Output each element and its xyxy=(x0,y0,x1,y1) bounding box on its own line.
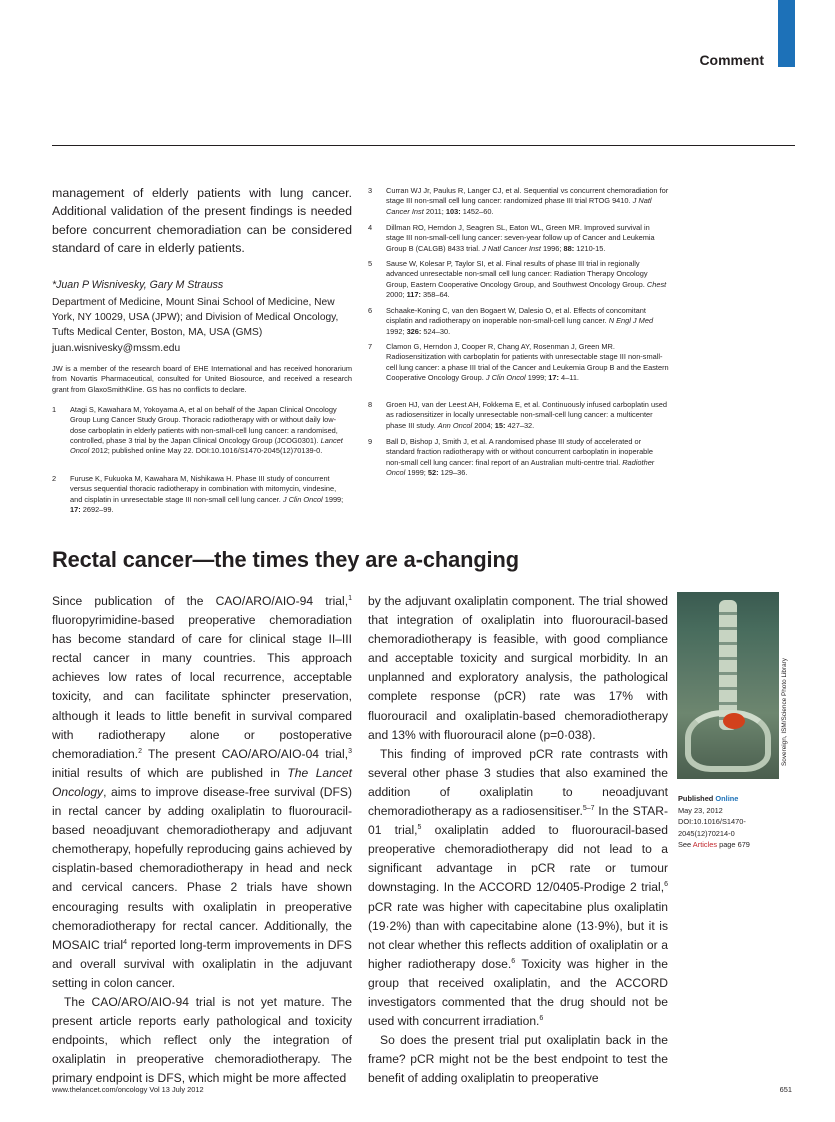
reference-number: 1 xyxy=(52,405,57,414)
conflict-disclosure: JW is a member of the research board of EHE International and has received honorarium from Novartis Pharmaceutical, consulted for United Biosource, and received a research grant from GlaxoSmithKline. GS has no conflicts to declare. xyxy=(52,364,352,394)
article-title: Rectal cancer—the times they are a-changing xyxy=(52,547,519,572)
affiliation-line: Tufts Medical Center, Boston, MA, USA (GMS) xyxy=(52,327,263,339)
author-affiliation xyxy=(52,295,352,356)
affiliation-line: York, NY 10029, USA (JPW); and Division of Medical Oncology, xyxy=(52,312,339,324)
lead-paragraph: management of elderly patients with lung cancer. Additional validation of the present findings is needed before concurrent chemoradiation can be considered standard of care in elderly patients. xyxy=(52,186,352,256)
publication-date: May 23, 2012 xyxy=(678,805,723,815)
section-accent-bar xyxy=(778,0,795,67)
tumour-highlight xyxy=(723,713,745,729)
previous-article-text xyxy=(52,184,352,258)
body-column-2 xyxy=(368,592,668,1088)
author-names: *Juan P Wisnivesky, Gary M Strauss xyxy=(52,279,224,291)
doi-line: 2045(12)70214-0 xyxy=(678,828,735,838)
online-label: Online xyxy=(715,794,739,803)
body-paragraph: So does the present trial put oxaliplatin back in the frame? pCR might not be the best endpoint to test the benefit of adding oxaliplatin to preoperative xyxy=(368,1033,668,1086)
page-number: 651 xyxy=(779,1085,792,1094)
reference-item: 2 Furuse K, Fukuoka M, Kawahara M, Nishikawa H. Phase III study of concurrent versus sequential thoracic radiotherapy in combination with mitomycin, vindesine, and cisplatin in unresectable stage III non-small cell lung cancer. J Clin Oncol 1999; 17: 2692–99. xyxy=(52,474,344,514)
published-label: Published xyxy=(678,794,714,803)
author-email[interactable]: juan.wisnivesky@mssm.edu xyxy=(52,342,181,354)
reference-number: 2 xyxy=(52,474,57,483)
doi-line: DOI:10.1016/S1470- xyxy=(678,817,746,826)
header-rule xyxy=(52,145,795,146)
section-label: Comment xyxy=(699,52,764,68)
photo-credit: Sovereign, ISM/Science Photo Library xyxy=(781,658,788,766)
body-paragraph: The CAO/ARO/AIO-94 trial is not yet mature. The present article reports early pathological and toxicity endpoints, which reflect only the integration of oxaliplatin in preoperative chemoradiotherapy. The primary endpoint is DFS, which might be more affected xyxy=(52,994,352,1086)
footer-journal-info: www.thelancet.com/oncology Vol 13 July 2012 xyxy=(52,1085,204,1094)
body-column-1 xyxy=(52,592,352,1088)
body-paragraph: by the adjuvant oxaliplatin component. The trial showed that integration of oxaliplatin into fluorouracil-based chemoradiotherapy is feasible, with good compliance and acceptable toxicity and surgical morbidity. In an unplanned and exploratory analysis, the pathological complete response (pCR) rate was 17% with fluorouracil and oxaliplatin-based chemoradiotherapy and 13% with fluorouracil alone (p=0·038). xyxy=(368,594,668,742)
body-paragraph: This finding of improved pCR rate contrasts with several other phase 3 studies that also examined the addition of oxaliplatin to neoadjuvant chemoradiotherapy as a radiosensitiser.$^{5-7}$ In the STAR-01 trial,$^5$ oxaliplatin added to fluorouracil-based preoperative chemoradiotherapy did not lead to a significant advantage in pCR rate or tumour downstaging. In the ACCORD 12/0405-Prodige 2 trial,$^6$ pCR rate was higher with capecitabine plus oxaliplatin (19·2%) than with capecitabine alone (13·9%), but it is not clear whether this reflects addition of oxaliplatin or a higher radiotherapy dose.$^6$ Toxicity was higher in the group that received oxaliplatin, and the ACCORD investigators commented that the drug should not be used with concurrent irradiation.$^6$ xyxy=(368,746,669,1029)
publication-note: Published Online May 23, 2012 DOI:10.1016/S1470- 2045(12)70214-0 See Articles page 679 xyxy=(678,793,788,851)
xray-photo xyxy=(677,592,779,779)
body-paragraph: Since publication of the CAO/ARO/AIO-94 trial,$^1$ fluoropyrimidine-based preoperative chemoradiation has become standard of care for clinical stage II–III rectal cancer in many countries. This approach achieves low rates of local recurrence, acceptable toxicity, and can facilitate sphincter preservation, although it leads to little benefit in survival compared with radiotherapy alone or postoperative chemoradiation.$^2$ The present CAO/ARO/AIO-04 trial,$^3$ initial results of which are published in The Lancet Oncology, aims to improve disease-free survival (DFS) in rectal cancer by adding oxaliplatin to fluorouracil-based neoadjuvant chemoradiotherapy and adjuvant chemotherapy, hopefully reproducing gains achieved by cisplatin-based chemoradiotherapy in head and neck and cervical cancers. Phase 2 trials have shown encouraging results with oxaliplatin in preoperative chemoradiotherapy for rectal cancer. Additionally, the MOSAIC trial$^4$ reported long-term improvements in DFS and overall survival with oxaliplatin in the adjuvant setting in colon cancer. xyxy=(52,594,353,990)
reference-item: 1 Atagi S, Kawahara M, Yokoyama A, et al on behalf of the Japan Clinical Oncology Group Lung Cancer Study Group. Thoracic radiotherapy with or without daily low-dose carboplatin in elderly patients with non-small-cell lung cancer: a randomised, controlled, phase 3 trial by the Japan Clinical Oncology Group (JCOG0301). Lancet Oncol 2012; published online May 22. DOI:10.1016/S1470-2045(12)70139-0. xyxy=(52,405,343,456)
articles-link[interactable]: Articles xyxy=(692,840,718,849)
affiliation-line: Department of Medicine, Mount Sinai School of Medicine, New xyxy=(52,297,335,308)
